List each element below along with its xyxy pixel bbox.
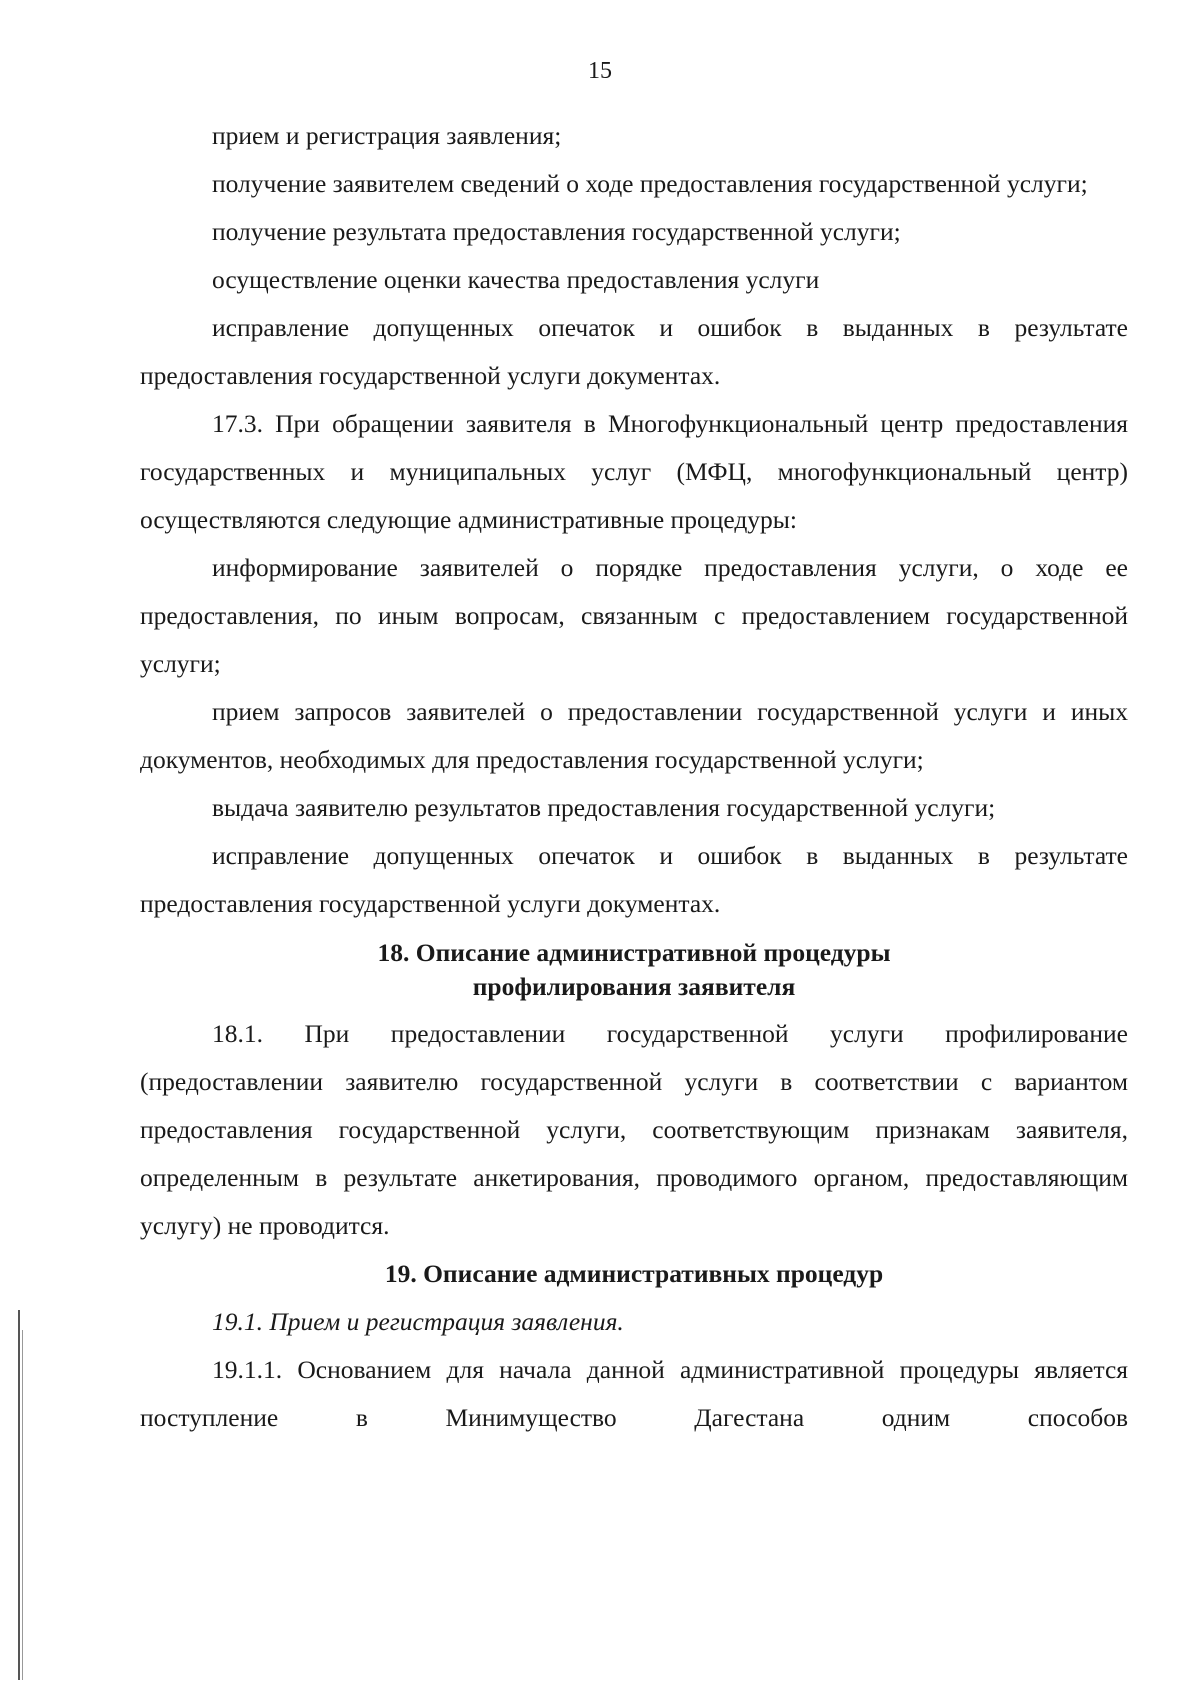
scan-edge-line-faint: [22, 1330, 23, 1680]
paragraph-informing: информирование заявителей о порядке предоставления услуги, о ходе ее предоставления, по иным вопросам, связанным с предоставлением государственной услуги;: [140, 553, 1128, 678]
paragraph-quality: осуществление оценки качества предоставления услуги: [212, 265, 820, 294]
paragraph-requests: прием запросов заявителей о предоставлении государственной услуги и иных документов, необходимых для предоставления государственной услуги;: [140, 697, 1128, 774]
paragraph-18-1: 18.1. При предоставлении государственной услуги профилирование (предоставлении заявителю государственной услуги в соответствии с вариантом предоставления государственной услуги, соответствующим признакам заявителя, определенным в результате анкетирования, проводимого органом, предоставляющим услугу) не проводится.: [140, 1019, 1128, 1240]
scan-edge-line: [18, 1310, 20, 1680]
paragraph-reception: прием и регистрация заявления;: [212, 121, 562, 150]
section-18-heading: [140, 928, 1128, 1010]
section-18-heading-line2: профилирования заявителя: [472, 972, 796, 1001]
paragraph-19-1-1: 19.1.1. Основанием для начала данной административной процедуры является поступление в Минимущество Дагестана одним способов: [140, 1355, 1128, 1432]
paragraph-mfc-corrections: исправление допущенных опечаток и ошибок в выданных в результате предоставления государственной услуги документах.: [140, 841, 1128, 918]
paragraph-result: получение результата предоставления государственной услуги;: [212, 217, 901, 246]
paragraph-corrections: исправление допущенных опечаток и ошибок в выданных в результате предоставления государственной услуги документах.: [140, 313, 1128, 390]
section-19-heading: 19. Описание административных процедур: [384, 1259, 884, 1288]
paragraph-17-3: 17.3. При обращении заявителя в Многофункциональный центр предоставления государственных и муниципальных услуг (МФЦ, многофункциональный центр) осуществляются следующие административные процедуры:: [140, 409, 1128, 534]
section-18-heading-line1: 18. Описание административной процедуры: [377, 938, 891, 967]
paragraph-issuance: выдача заявителю результатов предоставления государственной услуги;: [212, 793, 996, 822]
section-19-1-subheading: 19.1. Прием и регистрация заявления.: [212, 1307, 624, 1336]
document-body: [140, 112, 1128, 1442]
paragraph-progress-info: получение заявителем сведений о ходе предоставления государственной услуги;: [212, 169, 1088, 198]
page-number: 15: [588, 58, 612, 84]
